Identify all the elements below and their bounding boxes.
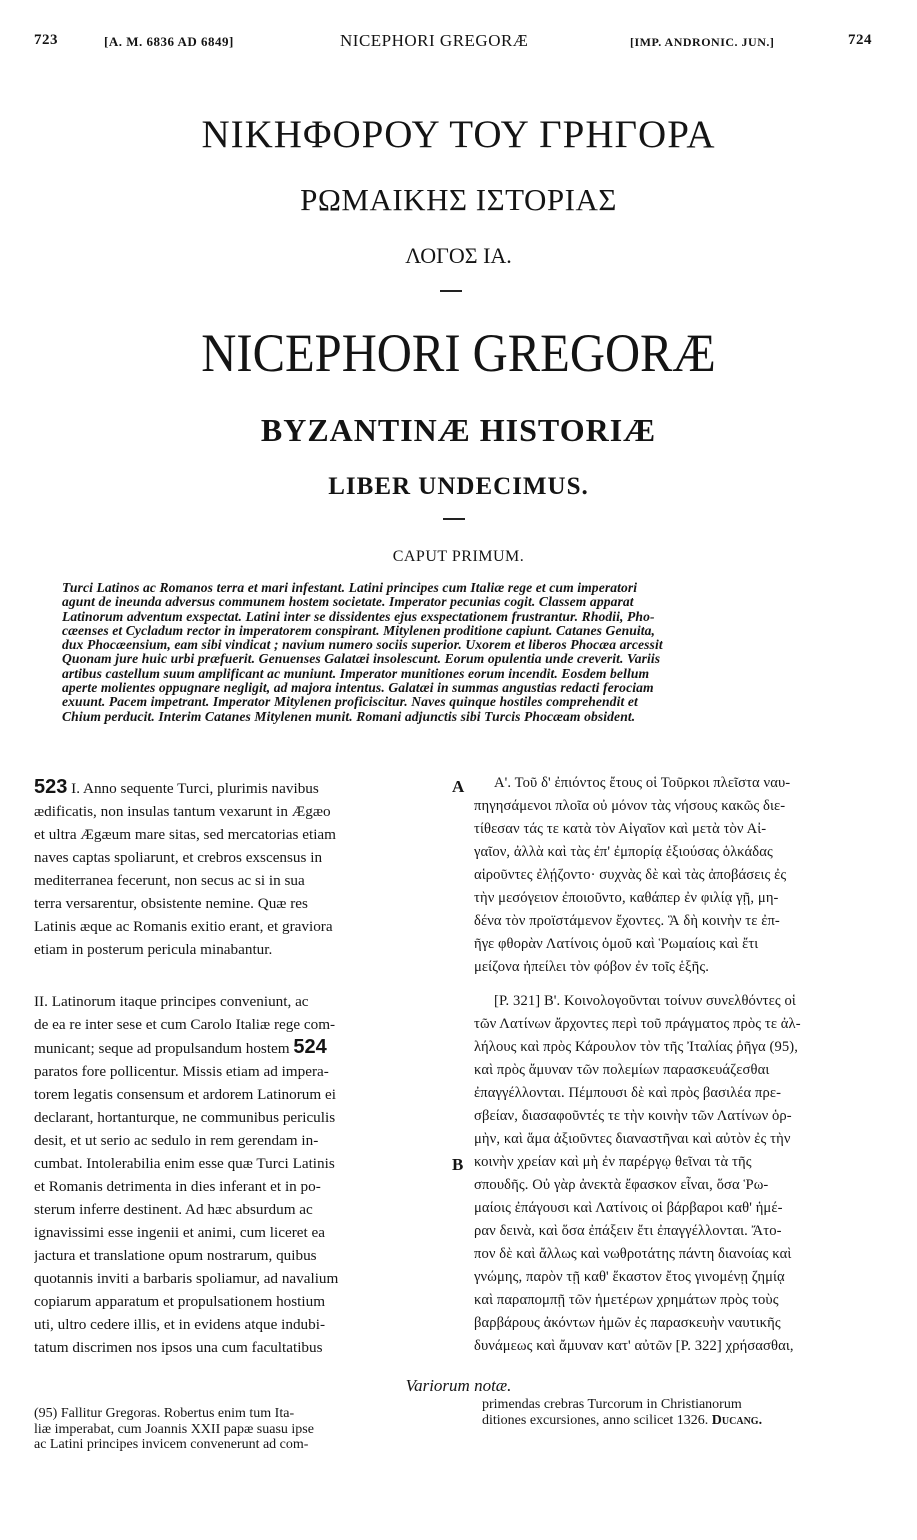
text-line: μὴν, καὶ ἅμα ἀξιοῦντες διαναστῆναι καὶ αὐτὸν ἐς τὴν bbox=[474, 1131, 791, 1147]
emperor-note: [IMP. ANDRONIC. JUN.] bbox=[630, 35, 775, 49]
latin-work-title: BYZANTINÆ HISTORIÆ bbox=[260, 412, 657, 448]
text-line: τίθεσαν τάς τε κατὰ τὸν Αἰγαῖον καὶ μετὰ τὸν Αἰ- bbox=[474, 821, 767, 837]
greek-author-title: ΝΙΚΗΦΟΡΟΥ ΤΟΥ ΓΡΗΓΟΡΑ bbox=[201, 113, 716, 156]
text-line: naves captas spoliarunt, et crebros exscensus in bbox=[34, 849, 323, 866]
line-text: ditiones excursiones, anno scilicet 1326. bbox=[482, 1412, 709, 1428]
variorum-note-left bbox=[34, 1406, 454, 1453]
text-line: Latinis æque ac Romanis exitio erant, et graviora bbox=[34, 918, 333, 935]
variorum-note-right bbox=[482, 1397, 892, 1428]
text-line: paratos fore pollicentur. Missis etiam ad impera- bbox=[34, 1063, 329, 1080]
summary-line: dux Phocæensium, eam sibi vindicat ; navium numero sociis superior. Uxorem et liberos Phocæa arcessit bbox=[62, 638, 663, 653]
text-line: tatum discrimen nos ipsos una cum facultatibus bbox=[34, 1339, 323, 1356]
latin-book-title: LIBER UNDECIMUS. bbox=[328, 473, 589, 500]
text-line: II. Latinorum itaque principes conveniunt, ac bbox=[34, 993, 309, 1010]
greek-paragraph-1 bbox=[474, 772, 886, 979]
text-line: declarant, hortanturque, ne communibus periculis bbox=[34, 1109, 336, 1126]
page-marker: 523 bbox=[34, 776, 68, 798]
text-line: πον δὲ καὶ ἄλλως καὶ νωθροτάτης πάντη διανοίας καὶ bbox=[474, 1246, 792, 1262]
latin-paragraph-1 bbox=[34, 776, 446, 961]
text-line: γαῖον, ἀλλὰ καὶ τὰς ἐπ' ἐμπορίᾳ ἐξιούσας ὁλκάδας bbox=[474, 844, 773, 860]
text-line: cumbat. Intolerabilia enim esse quæ Turci Latinis bbox=[34, 1155, 335, 1172]
text-line: ædificatis, non insulas tantum vexarunt in Ægæo bbox=[34, 803, 331, 820]
page-number-right: 724 bbox=[848, 32, 872, 48]
text-line: ραν δεινὰ, καὶ ὅσα ἐπάξειν ἔτι ἐπαγγέλλονται. Ἄτο- bbox=[474, 1223, 782, 1239]
note-line bbox=[482, 1413, 892, 1429]
title-divider bbox=[443, 518, 465, 520]
text-line: μείζονα ἠπείλει τὸν φόβον ἐν τοῖς ἑξῆς. bbox=[474, 959, 709, 975]
date-range: [A. M. 6836 AD 6849] bbox=[104, 34, 234, 49]
note-line: ac Latini principes invicem convenerunt ad com- bbox=[34, 1437, 309, 1452]
note-line: primendas crebras Turcorum in Christianorum bbox=[482, 1397, 742, 1412]
text-line bbox=[34, 1036, 446, 1060]
margin-marker-b: B bbox=[452, 1155, 464, 1174]
text-line: et Romanis detrimenta in dies inferant et in po- bbox=[34, 1178, 321, 1195]
text-line: καὶ πρὸς ἄμυναν τῶν πολεμίων παρασκευάζεσθαι bbox=[474, 1062, 770, 1078]
greek-book-title: ΛΟΓΟΣ ΙΑ. bbox=[405, 243, 512, 268]
summary-line: exuunt. Pacem impetrant. Imperator Mitylenen proficiscitur. Naves quinque hostiles comprehendit et bbox=[62, 695, 638, 710]
summary-line: aperte molientes oppugnare negligit, ad majora intentus. Galatæi in summas angustias redacti ferociam bbox=[62, 681, 654, 696]
line-text: municant; seque ad propulsandum hostem bbox=[34, 1040, 290, 1057]
text-line: δένα τὸν προϊστάμενον ἔχοντες. Ἃ δὴ κοινὴν τε ἐπ- bbox=[474, 913, 780, 929]
variorum-heading: Variorum notæ. bbox=[405, 1376, 512, 1395]
text-line: τὴν μεσόγειον ἐποιοῦντο, καθάπερ ἐν φιλίᾳ γῇ, μη- bbox=[474, 890, 779, 906]
text-line: Α'. Τοῦ δ' ἐπιόντος ἔτους οἱ Τοῦρκοι πλεῖστα ναυ- bbox=[494, 775, 791, 791]
text-line: uti, ultro cedere illis, et in evidens atque indubi- bbox=[34, 1316, 326, 1333]
text-line: βαρβάρους ἀκόντων ἡμῶν ἐς παρασκευὴν ναυτικῆς bbox=[474, 1315, 781, 1331]
text-line: καὶ παραπομπῇ τῶν ἡμετέρων χρημάτων πρὸς τοὺς bbox=[474, 1292, 779, 1308]
text-line: quotannis inviti a barbaris spoliamur, ad navalium bbox=[34, 1270, 339, 1287]
text-line: σβείαν, διασαφοῦντές τε τὴν κοινὴν τῶν Λατίνων ὁρ- bbox=[474, 1108, 792, 1124]
chapter-heading: CAPUT PRIMUM. bbox=[392, 548, 525, 565]
page-number-left: 723 bbox=[34, 32, 58, 48]
summary-line: cæenses et Cycladum rector in imperatorem conspirant. Mitylenen proditione capiunt. Catanes Genuita, bbox=[62, 623, 656, 638]
title-divider bbox=[440, 290, 462, 292]
text-line: τῶν Λατίνων ἄρχοντες περὶ τοῦ πράγματος πρὸς τε ἀλ- bbox=[474, 1016, 801, 1032]
text-line: jactura et translatione opum nostrarum, quibus bbox=[34, 1247, 317, 1264]
text-line: δυνάμεως καὶ ἄμυναν κατ' αὐτῶν [P. 322] χρήσασθαι, bbox=[474, 1338, 794, 1354]
running-title: NICEPHORI GREGORÆ bbox=[340, 31, 529, 50]
text-line bbox=[34, 776, 446, 800]
text-line: κοινὴν χρείαν καὶ μὴ ἐν παρέργῳ θεῖναι τὰ τῆς bbox=[474, 1154, 752, 1170]
latin-paragraph-2 bbox=[34, 990, 446, 1359]
text-line: μαίοις ἐπάγουσι καὶ Λατίνοις οἱ βάρβαροι καθ' ἡμέ- bbox=[474, 1200, 783, 1216]
latin-author-title: NICEPHORI GREGORÆ bbox=[201, 323, 716, 383]
text-line: mediterranea fecerunt, non secus ac si in sua bbox=[34, 872, 305, 889]
text-line: ignavissimi esse ingenii et animi, cum liceret ea bbox=[34, 1224, 326, 1241]
text-line: ῆγε φθορὰν Λατίνοις ὁμοῦ καὶ Ῥωμαίοις καὶ ἔτι bbox=[474, 936, 759, 952]
summary-line: Turci Latinos ac Romanos terra et mari infestant. Latini principes cum Italiæ rege et cum imperatori bbox=[62, 581, 638, 595]
line-text: I. Anno sequente Turci, plurimis navibus bbox=[71, 780, 319, 797]
text-line: ἐπαγγέλλονται. Πέμπουσι δὲ καὶ πρὸς βασιλέα πρε- bbox=[474, 1085, 782, 1101]
text-line: πηγησάμενοι πλοῖα οὐ μόνον τὰς νήσους κακῶς διε- bbox=[474, 798, 786, 814]
summary-line: Chium perducit. Interim Catanes Mitylenen munit. Romani adjunctis sibi Turcis Phocæam obsident. bbox=[62, 709, 636, 724]
text-line: et ultra Ægæum mare sitas, sed mercatorias etiam bbox=[34, 826, 336, 843]
summary-line: artibus castellum suum amplificant ac muniunt. Imperator munitiones eorum incendit. Eosdem bellum bbox=[62, 666, 650, 681]
text-line: λήλους καὶ πρὸς Κάρουλον τὸν τῆς Ἰταλίας ῥῆγα (95), bbox=[474, 1039, 798, 1055]
text-line: σπουδῆς. Οὐ γὰρ ἀνεκτὰ ἔφασκον εἶναι, ὅσα Ῥω- bbox=[474, 1177, 769, 1193]
summary-line: agunt de ineunda adversus communem hostem societate. Imperator pecunias cogit. Classem apparat bbox=[62, 595, 634, 610]
text-line: [P. 321] Β'. Κοινολογοῦνται τοίνυν συνελθόντες οἱ bbox=[494, 993, 796, 1009]
text-line: αἱροῦντες ἐλῄζοντο· συχνὰς δὲ καὶ τὰς ἀποβάσεις ἐς bbox=[474, 867, 787, 883]
greek-work-title: ΡΩΜΑΙΚΗΣ ΙΣΤΟΡΙΑΣ bbox=[300, 182, 617, 217]
note-line: liæ imperabat, cum Joannis XXII papæ suasu ipse bbox=[34, 1421, 314, 1437]
text-line: copiarum apparatum et propulsationem hostium bbox=[34, 1293, 326, 1310]
text-line: desit, et ut serio ac sedulo in rem gerendam in- bbox=[34, 1132, 319, 1149]
summary-line: Latinorum adventum exspectat. Latini inter se dissidentes ejus exspectationem frustrantur. Rhodii, Pho- bbox=[62, 609, 655, 624]
text-line: γνώμης, παρὸν τῇ καθ' ἕκαστον ἔτος γινομένῃ ζημίᾳ bbox=[474, 1269, 785, 1285]
editor-signature: Ducang. bbox=[711, 1412, 763, 1428]
note-line: (95) Fallitur Gregoras. Robertus enim tum Ita- bbox=[34, 1406, 295, 1421]
text-line: etiam in posterum pericula minabantur. bbox=[34, 941, 273, 958]
summary-line: Quonam jure huic urbi præfuerit. Genuenses Galatæi insolescunt. Eorum opulentia unde creverit. Variis bbox=[62, 652, 661, 667]
greek-paragraph-2 bbox=[474, 990, 886, 1358]
text-line: terra versarentur, obsistente nemine. Quæ res bbox=[34, 895, 308, 912]
chapter-summary bbox=[62, 581, 880, 724]
text-line: de ea re inter sese et cum Carolo Italiæ rege com- bbox=[34, 1016, 336, 1033]
text-line: torem legatis consensum et ardorem Latinorum ei bbox=[34, 1086, 336, 1103]
margin-marker-a: A bbox=[452, 777, 465, 796]
page-marker: 524 bbox=[293, 1036, 327, 1058]
text-line: sterum inferre destinent. Ad hæc absurdum ac bbox=[34, 1201, 313, 1218]
